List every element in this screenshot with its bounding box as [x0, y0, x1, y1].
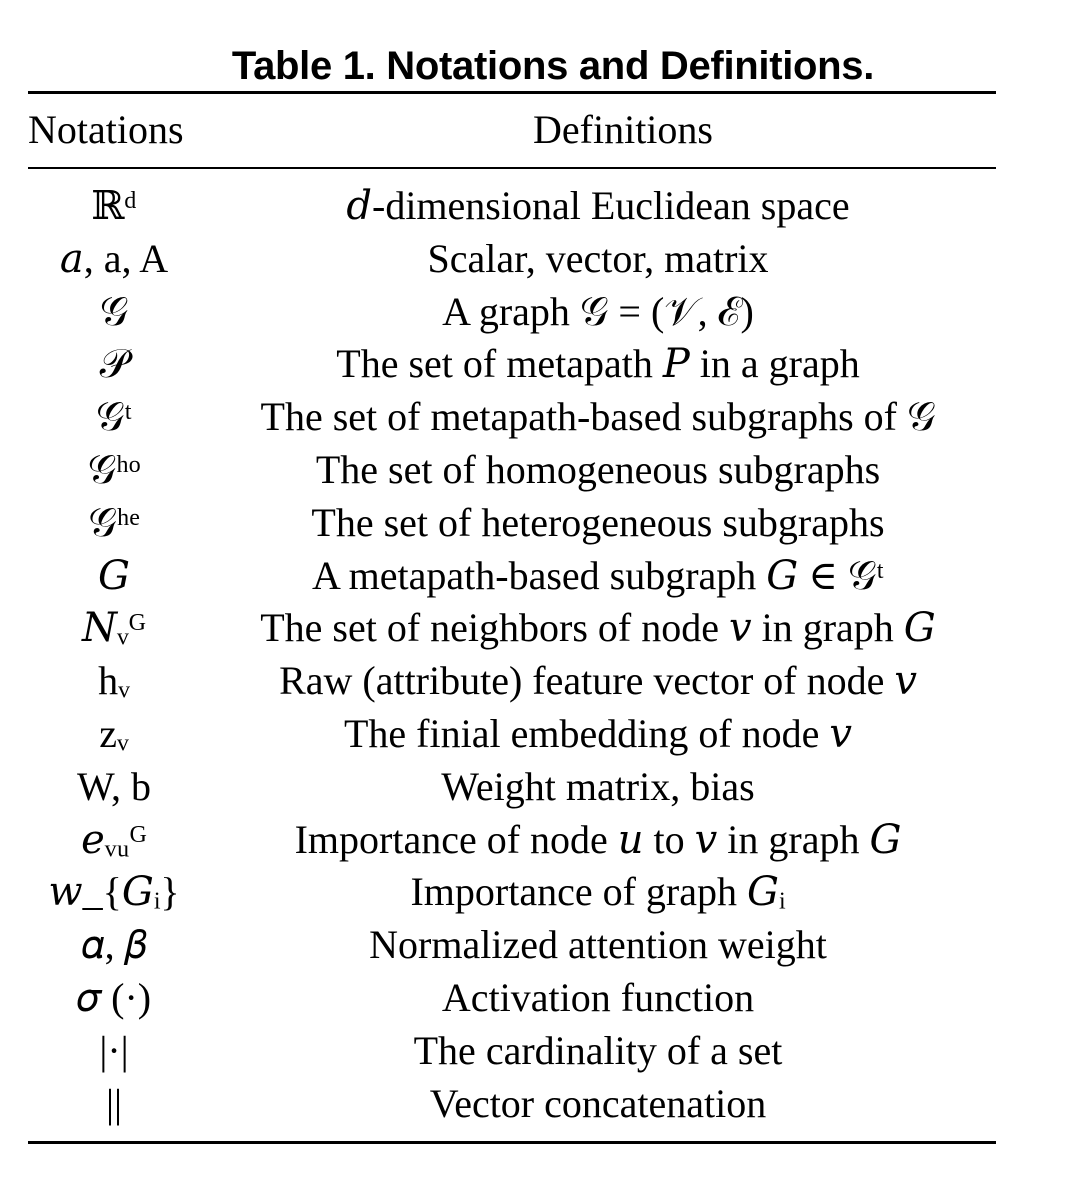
table-row [28, 391, 996, 444]
notations-header: Notations [28, 107, 184, 152]
definition-cell: The finial embedding of node 𝑣 [343, 710, 852, 756]
table-row [28, 761, 996, 814]
notation-cell: 𝒢 [99, 288, 129, 334]
notation-cell: 𝒢ʰᵉ [88, 499, 140, 545]
definition-cell: The set of heterogeneous subgraphs [311, 499, 885, 545]
table-row [28, 866, 996, 919]
notation-cell: 𝑤_{𝐺ᵢ} [48, 869, 180, 915]
table-row [28, 1025, 996, 1078]
table-row [28, 286, 996, 339]
definition-cell: A graph 𝒢 = (𝒱, ℰ) [442, 288, 754, 334]
definition-cell: Vector concatenation [429, 1080, 767, 1126]
table-row [28, 814, 996, 867]
definition-cell: The set of homogeneous subgraphs [315, 446, 881, 492]
definition-cell: Activation function [441, 974, 755, 1020]
table-row [28, 180, 996, 233]
notation-table-body [28, 180, 996, 1130]
notation-cell: |·| [99, 1027, 129, 1073]
table-row [28, 444, 996, 497]
definition-cell: The set of metapath-based subgraphs of 𝒢 [260, 394, 936, 440]
notation-cell: || [105, 1080, 122, 1126]
definition-cell: 𝑑-dimensional Euclidean space [346, 183, 850, 228]
definitions-header: Definitions [533, 107, 713, 152]
notation-cell: ℝᵈ [91, 183, 137, 228]
notation-cell: 𝑁ᵥᴳ [81, 605, 147, 651]
table-row [28, 602, 996, 655]
table-row [28, 338, 996, 391]
notation-cell: hᵥ [98, 658, 130, 704]
table-row [28, 1078, 996, 1131]
table-row [28, 497, 996, 550]
definition-cell: A metapath-based subgraph 𝐺 ∈ 𝒢ᵗ [311, 552, 884, 598]
notation-cell: 𝐺 [98, 552, 130, 598]
definition-cell: The set of metapath 𝑃 in a graph [336, 341, 860, 387]
table-row [28, 655, 996, 708]
notation-cell: 𝒢ᵗ [95, 394, 133, 440]
notation-cell: 𝛼, 𝛽 [81, 922, 147, 968]
definition-cell: The set of neighbors of node 𝑣 in graph 𝐺 [260, 605, 936, 651]
table-row [28, 708, 996, 761]
notation-cell: 𝑎, a, A [59, 235, 169, 281]
table-row [28, 919, 996, 972]
table-row [28, 233, 996, 286]
notation-cell: 𝒫 [99, 341, 129, 387]
definition-cell: Scalar, vector, matrix [427, 235, 769, 281]
notation-cell: zᵥ [99, 710, 129, 756]
table-row [28, 550, 996, 603]
definition-cell: Importance of node 𝑢 to 𝑣 in graph 𝐺 [294, 816, 902, 862]
notation-cell: 𝒢ʰᵒ [87, 446, 141, 492]
header-rule [28, 167, 996, 169]
notation-cell: W, b [76, 763, 152, 809]
definition-cell: Importance of graph 𝐺ᵢ [410, 869, 786, 915]
definition-cell: Weight matrix, bias [441, 763, 755, 809]
definition-cell: Normalized attention weight [369, 922, 827, 968]
notation-cell: 𝜎 (·) [76, 974, 152, 1020]
definition-cell: Raw (attribute) feature vector of node 𝑣 [279, 658, 917, 704]
top-rule [28, 91, 996, 94]
bottom-rule [28, 1141, 996, 1144]
table-row [28, 972, 996, 1025]
notation-cell: 𝑒ᵥᵤᴳ [81, 816, 147, 862]
definition-cell: The cardinality of a set [413, 1027, 783, 1073]
table-caption: Table 1. Notations and Definitions. [231, 44, 875, 88]
